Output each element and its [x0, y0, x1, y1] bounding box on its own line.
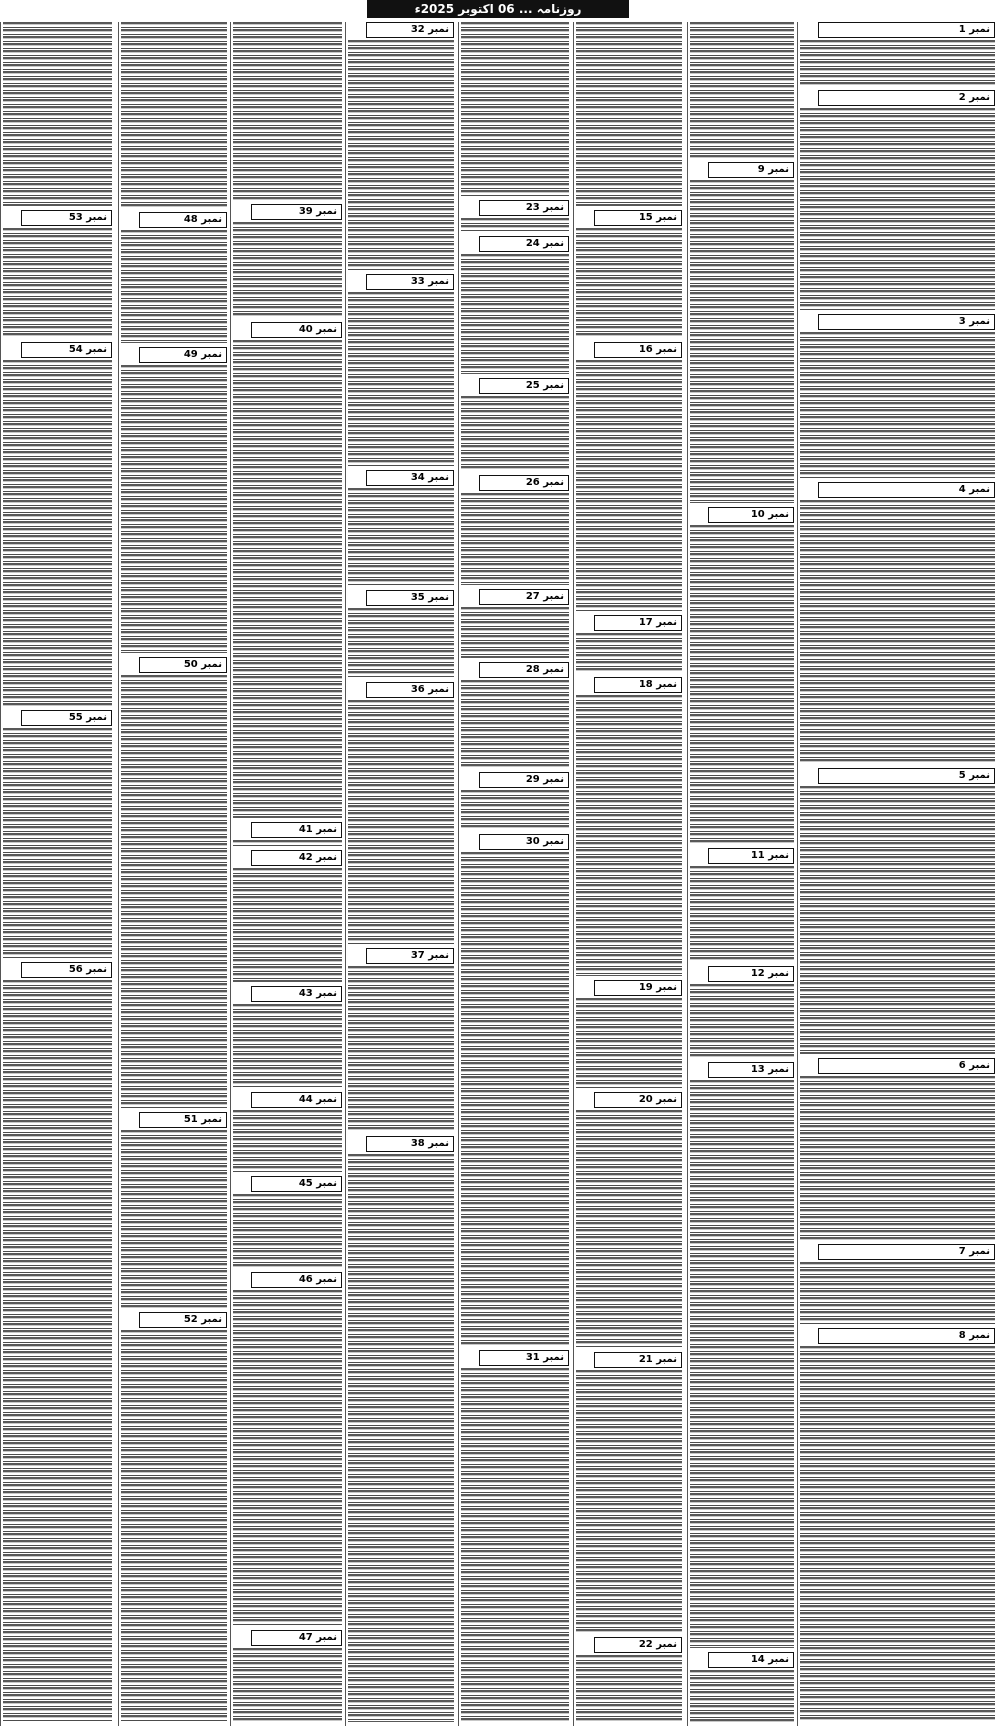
news-item — [121, 212, 227, 345]
item-body-text — [576, 1370, 682, 1633]
news-item — [461, 1350, 569, 1724]
item-number-label: نمبر 1 — [818, 22, 995, 38]
item-number-label: نمبر 12 — [708, 966, 794, 982]
item-body-text — [690, 1080, 794, 1648]
news-item — [576, 342, 682, 613]
news-item — [121, 657, 227, 1110]
item-body-text — [800, 786, 995, 1054]
item-body-text — [3, 22, 112, 206]
news-item — [233, 1272, 342, 1628]
news-item — [121, 22, 227, 210]
item-number-label: نمبر 42 — [251, 850, 342, 866]
item-body-text — [461, 607, 569, 658]
item-number-label: نمبر 24 — [479, 236, 569, 252]
news-item — [690, 848, 794, 964]
item-number-label: نمبر 25 — [479, 378, 569, 394]
item-body-text — [800, 1346, 995, 1722]
item-body-text — [348, 966, 454, 1132]
item-number-label: نمبر 45 — [251, 1176, 342, 1192]
item-number-label: نمبر 22 — [594, 1637, 682, 1653]
item-body-text — [348, 40, 454, 270]
item-number-label: نمبر 49 — [139, 347, 227, 363]
news-item — [690, 22, 794, 160]
item-body-text — [690, 984, 794, 1058]
item-number-label: نمبر 31 — [479, 1350, 569, 1366]
news-item — [348, 274, 454, 468]
item-number-label: نمبر 7 — [818, 1244, 995, 1260]
item-number-label: نمبر 41 — [251, 822, 342, 838]
item-body-text — [690, 866, 794, 962]
item-number-label: نمبر 35 — [366, 590, 454, 606]
news-item — [800, 314, 995, 480]
page-column — [797, 22, 996, 1726]
news-item — [800, 1328, 995, 1724]
item-number-label: نمبر 23 — [479, 200, 569, 216]
news-item — [576, 1092, 682, 1350]
item-body-text — [800, 1262, 995, 1324]
news-item — [800, 482, 995, 766]
item-number-label: نمبر 10 — [708, 507, 794, 523]
item-number-label: نمبر 39 — [251, 204, 342, 220]
item-body-text — [121, 1330, 227, 1722]
item-body-text — [461, 852, 569, 1346]
item-number-label: نمبر 18 — [594, 677, 682, 693]
item-number-label: نمبر 40 — [251, 322, 342, 338]
item-number-label: نمبر 48 — [139, 212, 227, 228]
item-body-text — [3, 980, 112, 1722]
item-number-label: نمبر 20 — [594, 1092, 682, 1108]
news-item — [3, 210, 112, 340]
item-number-label: نمبر 15 — [594, 210, 682, 226]
page-column — [230, 22, 344, 1726]
item-body-text — [800, 500, 995, 764]
item-body-text — [461, 254, 569, 374]
news-item — [233, 1092, 342, 1174]
news-item — [348, 590, 454, 680]
page-column — [573, 22, 684, 1726]
news-item — [121, 347, 227, 655]
masthead — [0, 0, 996, 20]
news-item — [461, 772, 569, 832]
item-body-text — [461, 218, 569, 232]
item-number-label: نمبر 53 — [21, 210, 112, 226]
item-number-label: نمبر 38 — [366, 1136, 454, 1152]
news-item — [233, 850, 342, 984]
item-body-text — [800, 40, 995, 86]
item-number-label: نمبر 11 — [708, 848, 794, 864]
item-body-text — [461, 22, 569, 196]
item-body-text — [576, 360, 682, 611]
item-body-text — [576, 695, 682, 976]
item-body-text — [348, 292, 454, 466]
page-column — [345, 22, 456, 1726]
news-item — [348, 22, 454, 272]
item-body-text — [121, 365, 227, 653]
page-column — [687, 22, 796, 1726]
item-number-label: نمبر 30 — [479, 834, 569, 850]
item-number-label: نمبر 32 — [366, 22, 454, 38]
item-body-text — [690, 180, 794, 503]
news-item — [3, 962, 112, 1724]
item-body-text — [121, 230, 227, 343]
item-number-label: نمبر 4 — [818, 482, 995, 498]
item-body-text — [233, 868, 342, 982]
item-body-text — [348, 700, 454, 944]
item-body-text — [233, 1648, 342, 1722]
item-body-text — [800, 108, 995, 310]
item-body-text — [233, 222, 342, 318]
item-body-text — [348, 488, 454, 586]
item-body-text — [233, 1194, 342, 1268]
item-number-label: نمبر 29 — [479, 772, 569, 788]
news-item — [690, 1652, 794, 1724]
news-item — [690, 162, 794, 505]
item-body-text — [461, 396, 569, 471]
item-number-label: نمبر 17 — [594, 615, 682, 631]
news-item — [461, 200, 569, 234]
item-number-label: نمبر 2 — [818, 90, 995, 106]
item-number-label: نمبر 50 — [139, 657, 227, 673]
item-body-text — [576, 22, 682, 206]
item-body-text — [690, 22, 794, 158]
news-item — [800, 22, 995, 88]
item-number-label: نمبر 51 — [139, 1112, 227, 1128]
item-body-text — [348, 1154, 454, 1722]
news-item — [576, 22, 682, 208]
news-item — [233, 1630, 342, 1724]
item-body-text — [3, 228, 112, 338]
item-number-label: نمبر 19 — [594, 980, 682, 996]
item-body-text — [233, 840, 342, 846]
item-body-text — [348, 608, 454, 678]
item-number-label: نمبر 8 — [818, 1328, 995, 1344]
item-number-label: نمبر 16 — [594, 342, 682, 358]
news-item — [461, 378, 569, 473]
item-body-text — [576, 998, 682, 1088]
item-number-label: نمبر 21 — [594, 1352, 682, 1368]
news-item — [576, 677, 682, 978]
item-number-label: نمبر 13 — [708, 1062, 794, 1078]
item-body-text — [121, 22, 227, 208]
item-number-label: نمبر 37 — [366, 948, 454, 964]
news-item — [233, 322, 342, 820]
item-body-text — [233, 340, 342, 818]
item-body-text — [233, 1004, 342, 1088]
news-item — [461, 236, 569, 376]
item-number-label: نمبر 56 — [21, 962, 112, 978]
news-item — [576, 210, 682, 340]
item-number-label: نمبر 52 — [139, 1312, 227, 1328]
item-body-text — [461, 1368, 569, 1722]
item-number-label: نمبر 55 — [21, 710, 112, 726]
item-body-text — [121, 1130, 227, 1308]
news-item — [121, 1112, 227, 1310]
page-column — [458, 22, 571, 1726]
item-number-label: نمبر 34 — [366, 470, 454, 486]
news-item — [461, 22, 569, 198]
news-item — [690, 966, 794, 1060]
news-item — [690, 1062, 794, 1650]
news-item — [233, 22, 342, 202]
news-item — [233, 986, 342, 1090]
news-item — [233, 1176, 342, 1270]
item-body-text — [121, 675, 227, 1108]
item-number-label: نمبر 44 — [251, 1092, 342, 1108]
item-number-label: نمبر 28 — [479, 662, 569, 678]
page-column — [0, 22, 114, 1726]
item-body-text — [800, 332, 995, 478]
item-number-label: نمبر 3 — [818, 314, 995, 330]
item-body-text — [461, 493, 569, 585]
item-number-label: نمبر 36 — [366, 682, 454, 698]
news-item — [576, 1637, 682, 1724]
news-item — [576, 615, 682, 675]
item-body-text — [233, 22, 342, 200]
item-number-label: نمبر 33 — [366, 274, 454, 290]
item-number-label: نمبر 43 — [251, 986, 342, 1002]
item-body-text — [576, 1655, 682, 1722]
item-body-text — [233, 1290, 342, 1626]
item-number-label: نمبر 5 — [818, 768, 995, 784]
item-body-text — [233, 1110, 342, 1172]
news-item — [800, 768, 995, 1056]
item-number-label: نمبر 14 — [708, 1652, 794, 1668]
item-body-text — [690, 525, 794, 844]
item-number-label: نمبر 47 — [251, 1630, 342, 1646]
item-number-label: نمبر 27 — [479, 589, 569, 605]
news-item — [461, 834, 569, 1348]
item-number-label: نمبر 26 — [479, 475, 569, 491]
newspaper-page — [0, 22, 996, 1726]
news-item — [576, 1352, 682, 1635]
item-body-text — [461, 680, 569, 768]
item-number-label: نمبر 54 — [21, 342, 112, 358]
news-item — [3, 710, 112, 960]
item-body-text — [800, 1076, 995, 1240]
news-item — [233, 822, 342, 848]
item-body-text — [576, 1110, 682, 1348]
news-item — [121, 1312, 227, 1724]
news-item — [690, 507, 794, 846]
item-body-text — [461, 790, 569, 830]
news-item — [800, 1244, 995, 1326]
news-item — [576, 980, 682, 1090]
news-item — [3, 342, 112, 708]
item-body-text — [690, 1670, 794, 1722]
news-item — [348, 682, 454, 946]
news-item — [461, 475, 569, 587]
news-item — [233, 204, 342, 320]
item-body-text — [576, 228, 682, 338]
item-body-text — [576, 633, 682, 673]
item-number-label: نمبر 9 — [708, 162, 794, 178]
news-item — [461, 589, 569, 660]
news-item — [3, 22, 112, 208]
news-item — [800, 90, 995, 312]
date-line: روزنامہ ... 06 اکتوبر 2025ء — [367, 0, 629, 18]
news-item — [348, 1136, 454, 1724]
news-item — [348, 948, 454, 1134]
item-number-label: نمبر 46 — [251, 1272, 342, 1288]
item-number-label: نمبر 6 — [818, 1058, 995, 1074]
news-item — [461, 662, 569, 770]
news-item — [800, 1058, 995, 1242]
page-column — [118, 22, 229, 1726]
item-body-text — [3, 728, 112, 958]
item-body-text — [3, 360, 112, 706]
news-item — [348, 470, 454, 588]
